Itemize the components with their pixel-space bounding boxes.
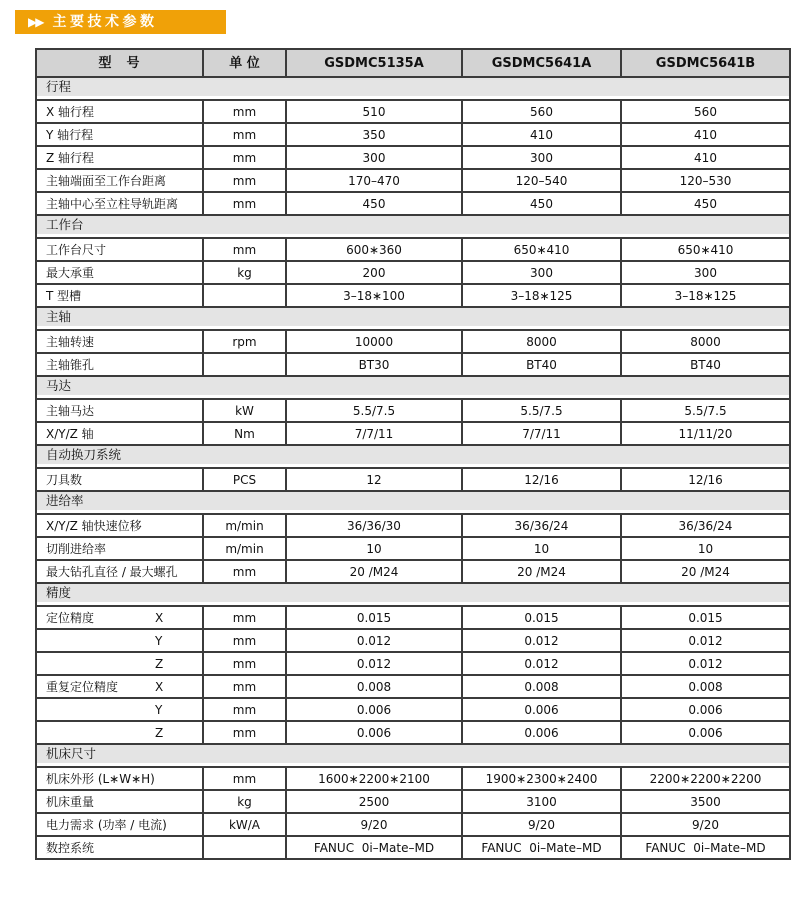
table-row xyxy=(36,813,790,836)
value-cell: 10 xyxy=(621,537,790,560)
param-name-cell xyxy=(36,836,203,859)
param-name-cell xyxy=(36,422,203,445)
table-row xyxy=(36,560,790,583)
unit-cell: Nm xyxy=(203,422,286,445)
table-row xyxy=(36,606,790,629)
param-label: T 型槽 xyxy=(46,288,82,303)
table-row xyxy=(36,537,790,560)
table-row xyxy=(36,675,790,698)
section-cell xyxy=(36,583,790,606)
value-cell: 2200∗2200∗2200 xyxy=(621,767,790,790)
value-cell: 0.008 xyxy=(286,675,462,698)
param-name-cell xyxy=(36,468,203,491)
section-label: 精度 xyxy=(37,584,789,602)
unit-cell: kW/A xyxy=(203,813,286,836)
value-cell: BT30 xyxy=(286,353,462,376)
value-cell: 5.5/7.5 xyxy=(462,399,621,422)
value-cell: 5.5/7.5 xyxy=(621,399,790,422)
table-row xyxy=(36,100,790,123)
table-row xyxy=(36,652,790,675)
value-cell: 8000 xyxy=(621,330,790,353)
value-cell: 410 xyxy=(621,123,790,146)
table-row xyxy=(36,767,790,790)
table-row xyxy=(36,836,790,859)
param-name-cell xyxy=(36,192,203,215)
value-cell: 300 xyxy=(462,261,621,284)
param-label: 工作台尺寸 xyxy=(46,242,107,257)
section-label: 行程 xyxy=(37,78,789,96)
table-header-row xyxy=(36,49,790,77)
header-model-3: GSDMC5641B xyxy=(621,49,790,77)
value-cell: 0.006 xyxy=(462,721,621,744)
value-cell: 300 xyxy=(462,146,621,169)
param-name-cell xyxy=(36,100,203,123)
table-row xyxy=(36,514,790,537)
value-cell: FANUC 0i–Mate–MD xyxy=(286,836,462,859)
value-cell: 10 xyxy=(286,537,462,560)
section-row xyxy=(36,376,790,399)
table-row xyxy=(36,146,790,169)
value-cell: 12 xyxy=(286,468,462,491)
param-name-cell xyxy=(36,399,203,422)
param-label: X/Y/Z 轴快速位移 xyxy=(46,518,142,533)
param-name-cell xyxy=(36,330,203,353)
value-cell: 120–540 xyxy=(462,169,621,192)
value-cell: 36/36/24 xyxy=(621,514,790,537)
unit-cell: mm xyxy=(203,606,286,629)
value-cell: 3–18∗100 xyxy=(286,284,462,307)
value-cell: 510 xyxy=(286,100,462,123)
header-model-label: 型 号 xyxy=(36,49,203,77)
value-cell: 3500 xyxy=(621,790,790,813)
param-label: 数控系统 xyxy=(46,840,95,855)
param-name-cell xyxy=(36,169,203,192)
unit-cell: m/min xyxy=(203,537,286,560)
unit-cell xyxy=(203,836,286,859)
section-row xyxy=(36,215,790,238)
value-cell: 300 xyxy=(286,146,462,169)
value-cell: 300 xyxy=(621,261,790,284)
table-row xyxy=(36,422,790,445)
value-cell: 5.5/7.5 xyxy=(286,399,462,422)
axis-sublabel: X xyxy=(155,610,164,625)
value-cell: 3–18∗125 xyxy=(462,284,621,307)
table-row xyxy=(36,399,790,422)
value-cell: 12/16 xyxy=(462,468,621,491)
section-row xyxy=(36,445,790,468)
unit-cell: mm xyxy=(203,192,286,215)
param-name-cell xyxy=(36,146,203,169)
section-cell xyxy=(36,445,790,468)
param-name-cell xyxy=(36,698,203,721)
value-cell: 2500 xyxy=(286,790,462,813)
value-cell: 9/20 xyxy=(621,813,790,836)
axis-sublabel: Y xyxy=(155,633,163,648)
value-cell: BT40 xyxy=(621,353,790,376)
value-cell: 7/7/11 xyxy=(286,422,462,445)
value-cell: 1900∗2300∗2400 xyxy=(462,767,621,790)
axis-sublabel: Z xyxy=(155,656,164,671)
section-label: 进给率 xyxy=(37,492,789,510)
value-cell: 9/20 xyxy=(462,813,621,836)
unit-cell: kg xyxy=(203,261,286,284)
value-cell: 600∗360 xyxy=(286,238,462,261)
section-row xyxy=(36,744,790,767)
value-cell: 450 xyxy=(621,192,790,215)
unit-cell: mm xyxy=(203,629,286,652)
unit-cell: mm xyxy=(203,146,286,169)
value-cell: 0.008 xyxy=(462,675,621,698)
value-cell: 36/36/24 xyxy=(462,514,621,537)
value-cell: 0.006 xyxy=(621,698,790,721)
param-name-cell xyxy=(36,767,203,790)
value-cell: 450 xyxy=(462,192,621,215)
unit-cell: rpm xyxy=(203,330,286,353)
value-cell: 0.006 xyxy=(462,698,621,721)
table-row xyxy=(36,169,790,192)
unit-cell: mm xyxy=(203,675,286,698)
table-row xyxy=(36,721,790,744)
value-cell: 10000 xyxy=(286,330,462,353)
unit-cell: m/min xyxy=(203,514,286,537)
value-cell: 0.008 xyxy=(621,675,790,698)
value-cell: 12/16 xyxy=(621,468,790,491)
param-label: 重复定位精度 xyxy=(46,679,119,694)
param-label: 主轴锥孔 xyxy=(46,357,95,372)
unit-cell xyxy=(203,353,286,376)
table-row xyxy=(36,238,790,261)
value-cell: 36/36/30 xyxy=(286,514,462,537)
table-row xyxy=(36,790,790,813)
param-name-cell xyxy=(36,238,203,261)
param-name-cell xyxy=(36,353,203,376)
value-cell: 9/20 xyxy=(286,813,462,836)
table-row xyxy=(36,261,790,284)
double-arrow-icon: ▶▶ xyxy=(28,15,43,29)
param-name-cell xyxy=(36,629,203,652)
section-label: 自动换刀系统 xyxy=(37,446,789,464)
value-cell: 3100 xyxy=(462,790,621,813)
param-name-cell xyxy=(36,123,203,146)
unit-cell: mm xyxy=(203,652,286,675)
value-cell: 650∗410 xyxy=(462,238,621,261)
value-cell: 560 xyxy=(462,100,621,123)
unit-cell: kW xyxy=(203,399,286,422)
value-cell: 11/11/20 xyxy=(621,422,790,445)
unit-cell: mm xyxy=(203,238,286,261)
param-label: 最大钻孔直径 / 最大螺孔 xyxy=(46,564,178,579)
section-cell xyxy=(36,376,790,399)
value-cell: 10 xyxy=(462,537,621,560)
section-row xyxy=(36,491,790,514)
param-label: Z 轴行程 xyxy=(46,150,95,165)
section-cell xyxy=(36,215,790,238)
value-cell: FANUC 0i–Mate–MD xyxy=(462,836,621,859)
section-label: 马达 xyxy=(37,377,789,395)
unit-cell xyxy=(203,284,286,307)
param-label: 主轴马达 xyxy=(46,403,95,418)
value-cell: 0.012 xyxy=(286,652,462,675)
table-row xyxy=(36,284,790,307)
section-cell xyxy=(36,491,790,514)
value-cell: 0.006 xyxy=(621,721,790,744)
table-row xyxy=(36,629,790,652)
section-row xyxy=(36,307,790,330)
value-cell: 7/7/11 xyxy=(462,422,621,445)
param-name-cell xyxy=(36,721,203,744)
section-label: 机床尺寸 xyxy=(37,745,789,763)
value-cell: 120–530 xyxy=(621,169,790,192)
table-row xyxy=(36,330,790,353)
unit-cell: kg xyxy=(203,790,286,813)
value-cell: 0.012 xyxy=(286,629,462,652)
value-cell: 200 xyxy=(286,261,462,284)
param-label: 定位精度 xyxy=(46,610,95,625)
table-row xyxy=(36,353,790,376)
param-label: 刀具数 xyxy=(46,472,83,487)
section-cell xyxy=(36,307,790,330)
unit-cell: mm xyxy=(203,123,286,146)
value-cell: 1600∗2200∗2100 xyxy=(286,767,462,790)
value-cell: 0.015 xyxy=(286,606,462,629)
spec-table xyxy=(35,48,791,860)
value-cell: 20 /M24 xyxy=(286,560,462,583)
value-cell: 0.015 xyxy=(621,606,790,629)
unit-cell: mm xyxy=(203,560,286,583)
section-banner xyxy=(15,10,226,34)
param-label: 主轴转速 xyxy=(46,334,95,349)
table-row xyxy=(36,192,790,215)
table-row xyxy=(36,468,790,491)
value-cell: 0.012 xyxy=(621,652,790,675)
value-cell: 0.015 xyxy=(462,606,621,629)
value-cell: 20 /M24 xyxy=(621,560,790,583)
param-name-cell xyxy=(36,537,203,560)
section-cell xyxy=(36,744,790,767)
value-cell: 560 xyxy=(621,100,790,123)
unit-cell: mm xyxy=(203,100,286,123)
value-cell: 170–470 xyxy=(286,169,462,192)
param-name-cell xyxy=(36,652,203,675)
value-cell: 410 xyxy=(462,123,621,146)
value-cell: 8000 xyxy=(462,330,621,353)
value-cell: 410 xyxy=(621,146,790,169)
unit-cell: mm xyxy=(203,767,286,790)
param-label: X 轴行程 xyxy=(46,104,95,119)
banner-title: 主要技术参数 xyxy=(52,14,158,30)
param-label: 切削进给率 xyxy=(46,541,107,556)
param-label: 最大承重 xyxy=(46,265,95,280)
header-unit-label: 单 位 xyxy=(203,49,286,77)
param-name-cell xyxy=(36,514,203,537)
param-name-cell xyxy=(36,261,203,284)
value-cell: 650∗410 xyxy=(621,238,790,261)
section-label: 主轴 xyxy=(37,308,789,326)
section-row xyxy=(36,77,790,100)
value-cell: 0.006 xyxy=(286,721,462,744)
value-cell: 20 /M24 xyxy=(462,560,621,583)
param-label: Y 轴行程 xyxy=(46,127,94,142)
param-label: 主轴端面至工作台距离 xyxy=(46,173,167,188)
value-cell: BT40 xyxy=(462,353,621,376)
value-cell: 450 xyxy=(286,192,462,215)
param-name-cell xyxy=(36,813,203,836)
param-name-cell xyxy=(36,284,203,307)
section-cell xyxy=(36,77,790,100)
value-cell: 0.012 xyxy=(462,652,621,675)
value-cell: 0.012 xyxy=(621,629,790,652)
section-label: 工作台 xyxy=(37,216,789,234)
value-cell: 3–18∗125 xyxy=(621,284,790,307)
axis-sublabel: Y xyxy=(155,702,163,717)
table-row xyxy=(36,698,790,721)
unit-cell: mm xyxy=(203,698,286,721)
param-name-cell xyxy=(36,790,203,813)
value-cell: 0.006 xyxy=(286,698,462,721)
param-label: 主轴中心至立柱导轨距离 xyxy=(46,196,179,211)
axis-sublabel: Z xyxy=(155,725,164,740)
unit-cell: mm xyxy=(203,721,286,744)
value-cell: FANUC 0i–Mate–MD xyxy=(621,836,790,859)
unit-cell: PCS xyxy=(203,468,286,491)
section-row xyxy=(36,583,790,606)
param-label: 电力需求 (功率 / 电流) xyxy=(46,817,167,832)
axis-sublabel: X xyxy=(155,679,164,694)
value-cell: 350 xyxy=(286,123,462,146)
header-model-2: GSDMC5641A xyxy=(462,49,621,77)
param-label: 机床外形 (L∗W∗H) xyxy=(46,771,155,786)
param-name-cell xyxy=(36,560,203,583)
param-label: 机床重量 xyxy=(46,794,95,809)
unit-cell: mm xyxy=(203,169,286,192)
param-name-cell xyxy=(36,675,203,698)
header-model-1: GSDMC5135A xyxy=(286,49,462,77)
value-cell: 0.012 xyxy=(462,629,621,652)
param-label: X/Y/Z 轴 xyxy=(46,426,94,441)
table-row xyxy=(36,123,790,146)
param-name-cell xyxy=(36,606,203,629)
